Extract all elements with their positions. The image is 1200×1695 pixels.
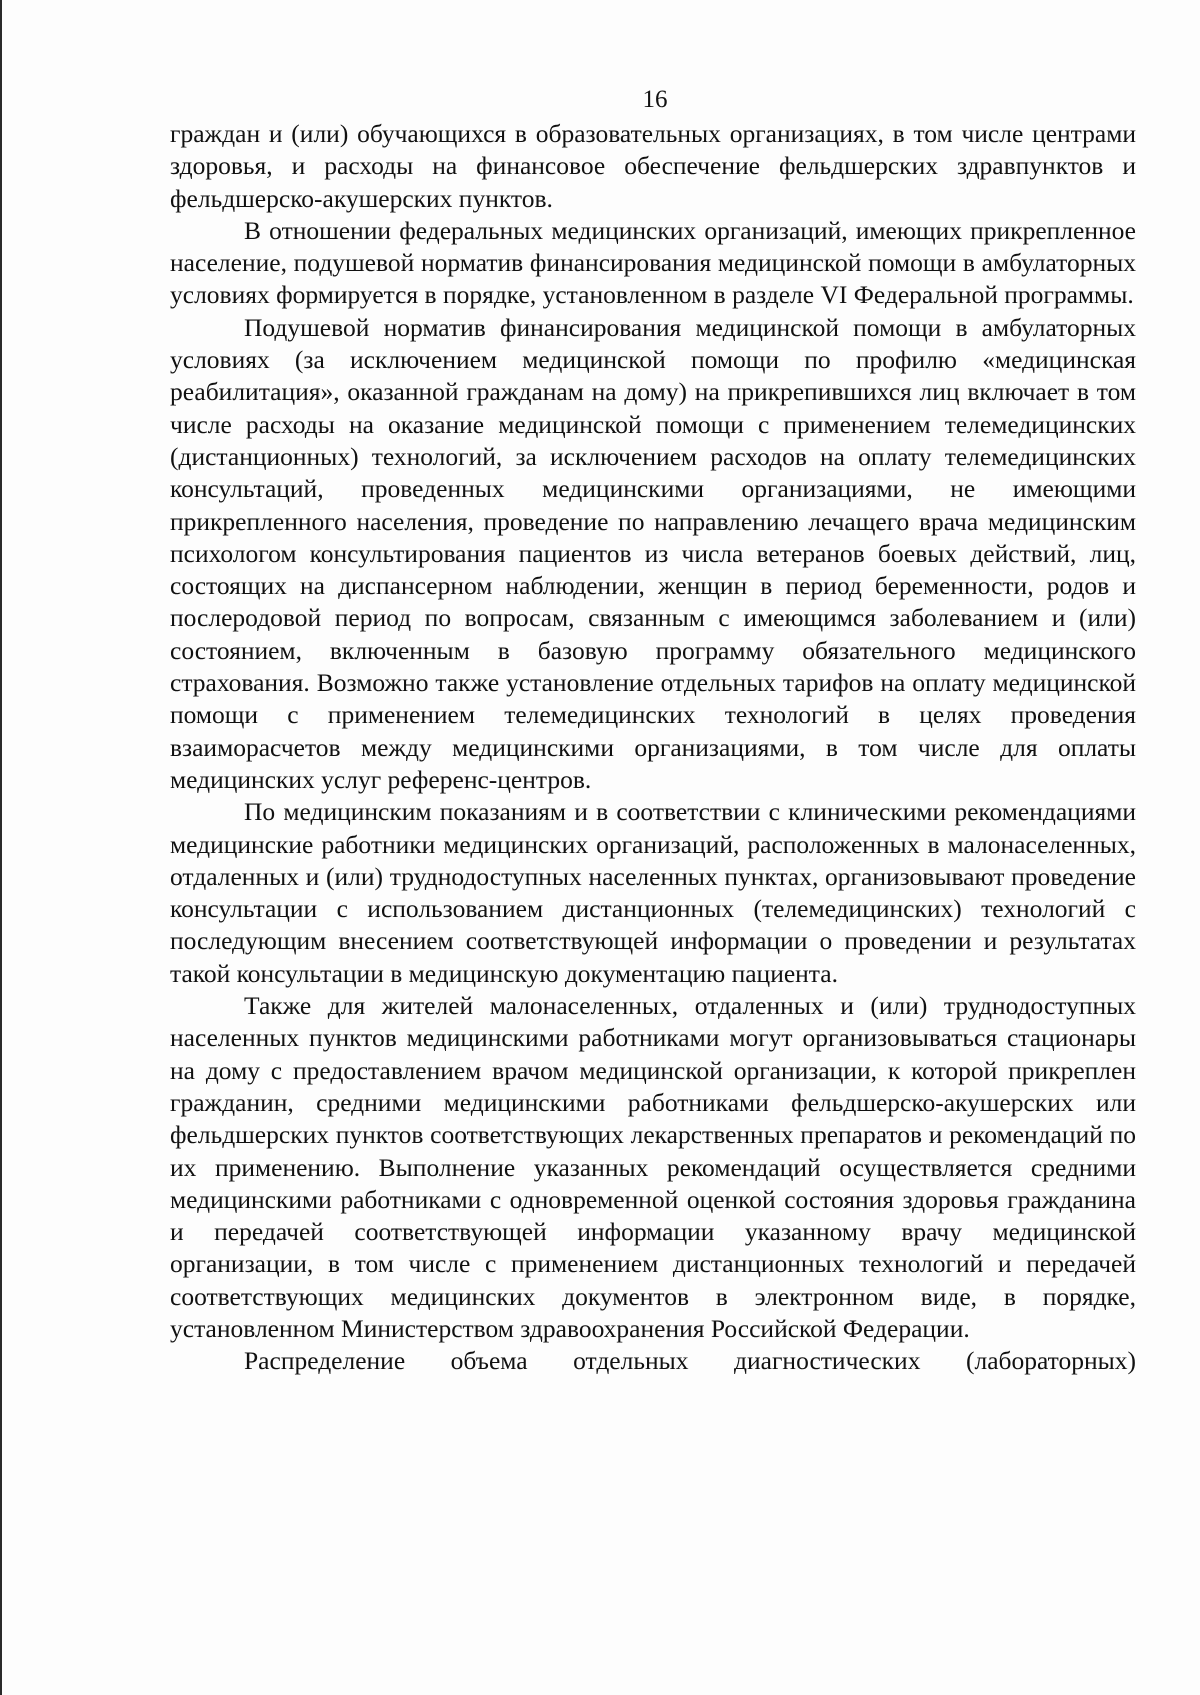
paragraph-home-hospitals: Также для жителей малонаселенных, отдаленных и (или) труднодоступных населенных пунктов медицинскими работниками могут организовываться стационары на дому с предоставлением врачом медицинской организации, к которой прикреплен гражданин, средними медицинскими работниками фельдшерско-акушерских или фельдшерских пунктов соответствующих лекарственных препаратов и рекомендаций по их применению. Выполнение указанных рекомендаций осуществляется средними медицинскими работниками с одновременной оценкой состояния здоровья гражданина и передачей соответствующей информации указанному врачу медицинской организации, в том числе с применением дистанционных технологий и передачей соответствующих медицинских документов в электронном виде, в порядке, установленном Министерством здравоохранения Российской Федерации. bbox=[170, 991, 1136, 1343]
paragraph-telemedicine-consultations: По медицинским показаниям и в соответствии с клиническими рекомендациями медицинские работники медицинских организаций, расположенных в малонаселенных, отдаленных и (или) труднодоступных населенных пунктах, организовывают проведение консультации с использованием дистанционных (телемедицинских) технологий с последующим внесением соответствующей информации о проведении и результатах такой консультации в медицинскую документацию пациента. bbox=[170, 797, 1136, 988]
paragraph-per-capita-norm: Подушевой норматив финансирования медицинской помощи в амбулаторных условиях (за исключением медицинской помощи по профилю «медицинская реабилитация», оказанной гражданам на дому) на прикрепившихся лиц включает в том числе расходы на оказание медицинской помощи с применением телемедицинских (дистанционных) технологий, за исключением расходов на оплату телемедицинских консультаций, проведенных медицинскими организациями, не имеющими прикрепленного населения, проведение по направлению лечащего врача медицинским психологом консультирования пациентов из числа ветеранов боевых действий, лиц, состоящих на диспансерном наблюдении, женщин в период беременности, родов и послеродовой период по вопросам, связанным с имеющимся заболеванием и (или) состоянием, включенным в базовую программу обязательного медицинского страхования. Возможно также установление отдельных тарифов на оплату медицинской помощи с применением телемедицинских технологий в целях проведения взаиморасчетов между медицинскими организациями, в том числе для оплаты медицинских услуг референс-центров. bbox=[170, 312, 1136, 794]
document-body bbox=[170, 118, 1136, 1378]
paragraph-diagnostic-volume: Распределение объема отдельных диагностических (лабораторных) bbox=[244, 1346, 1136, 1376]
paragraph-continuation: граждан и (или) обучающихся в образовательных организациях, в том числе центрами здоровья, и расходы на финансовое обеспечение фельдшерских здравпунктов и фельдшерско-акушерских пунктов. bbox=[170, 119, 1136, 213]
page-number: 16 bbox=[642, 86, 668, 113]
scan-edge bbox=[0, 0, 2, 1695]
paragraph-federal-organizations: В отношении федеральных медицинских организаций, имеющих прикрепленное население, подушевой норматив финансирования медицинской помощи в амбулаторных условиях формируется в порядке, установленном в разделе VI Федеральной программы. bbox=[170, 215, 1136, 310]
